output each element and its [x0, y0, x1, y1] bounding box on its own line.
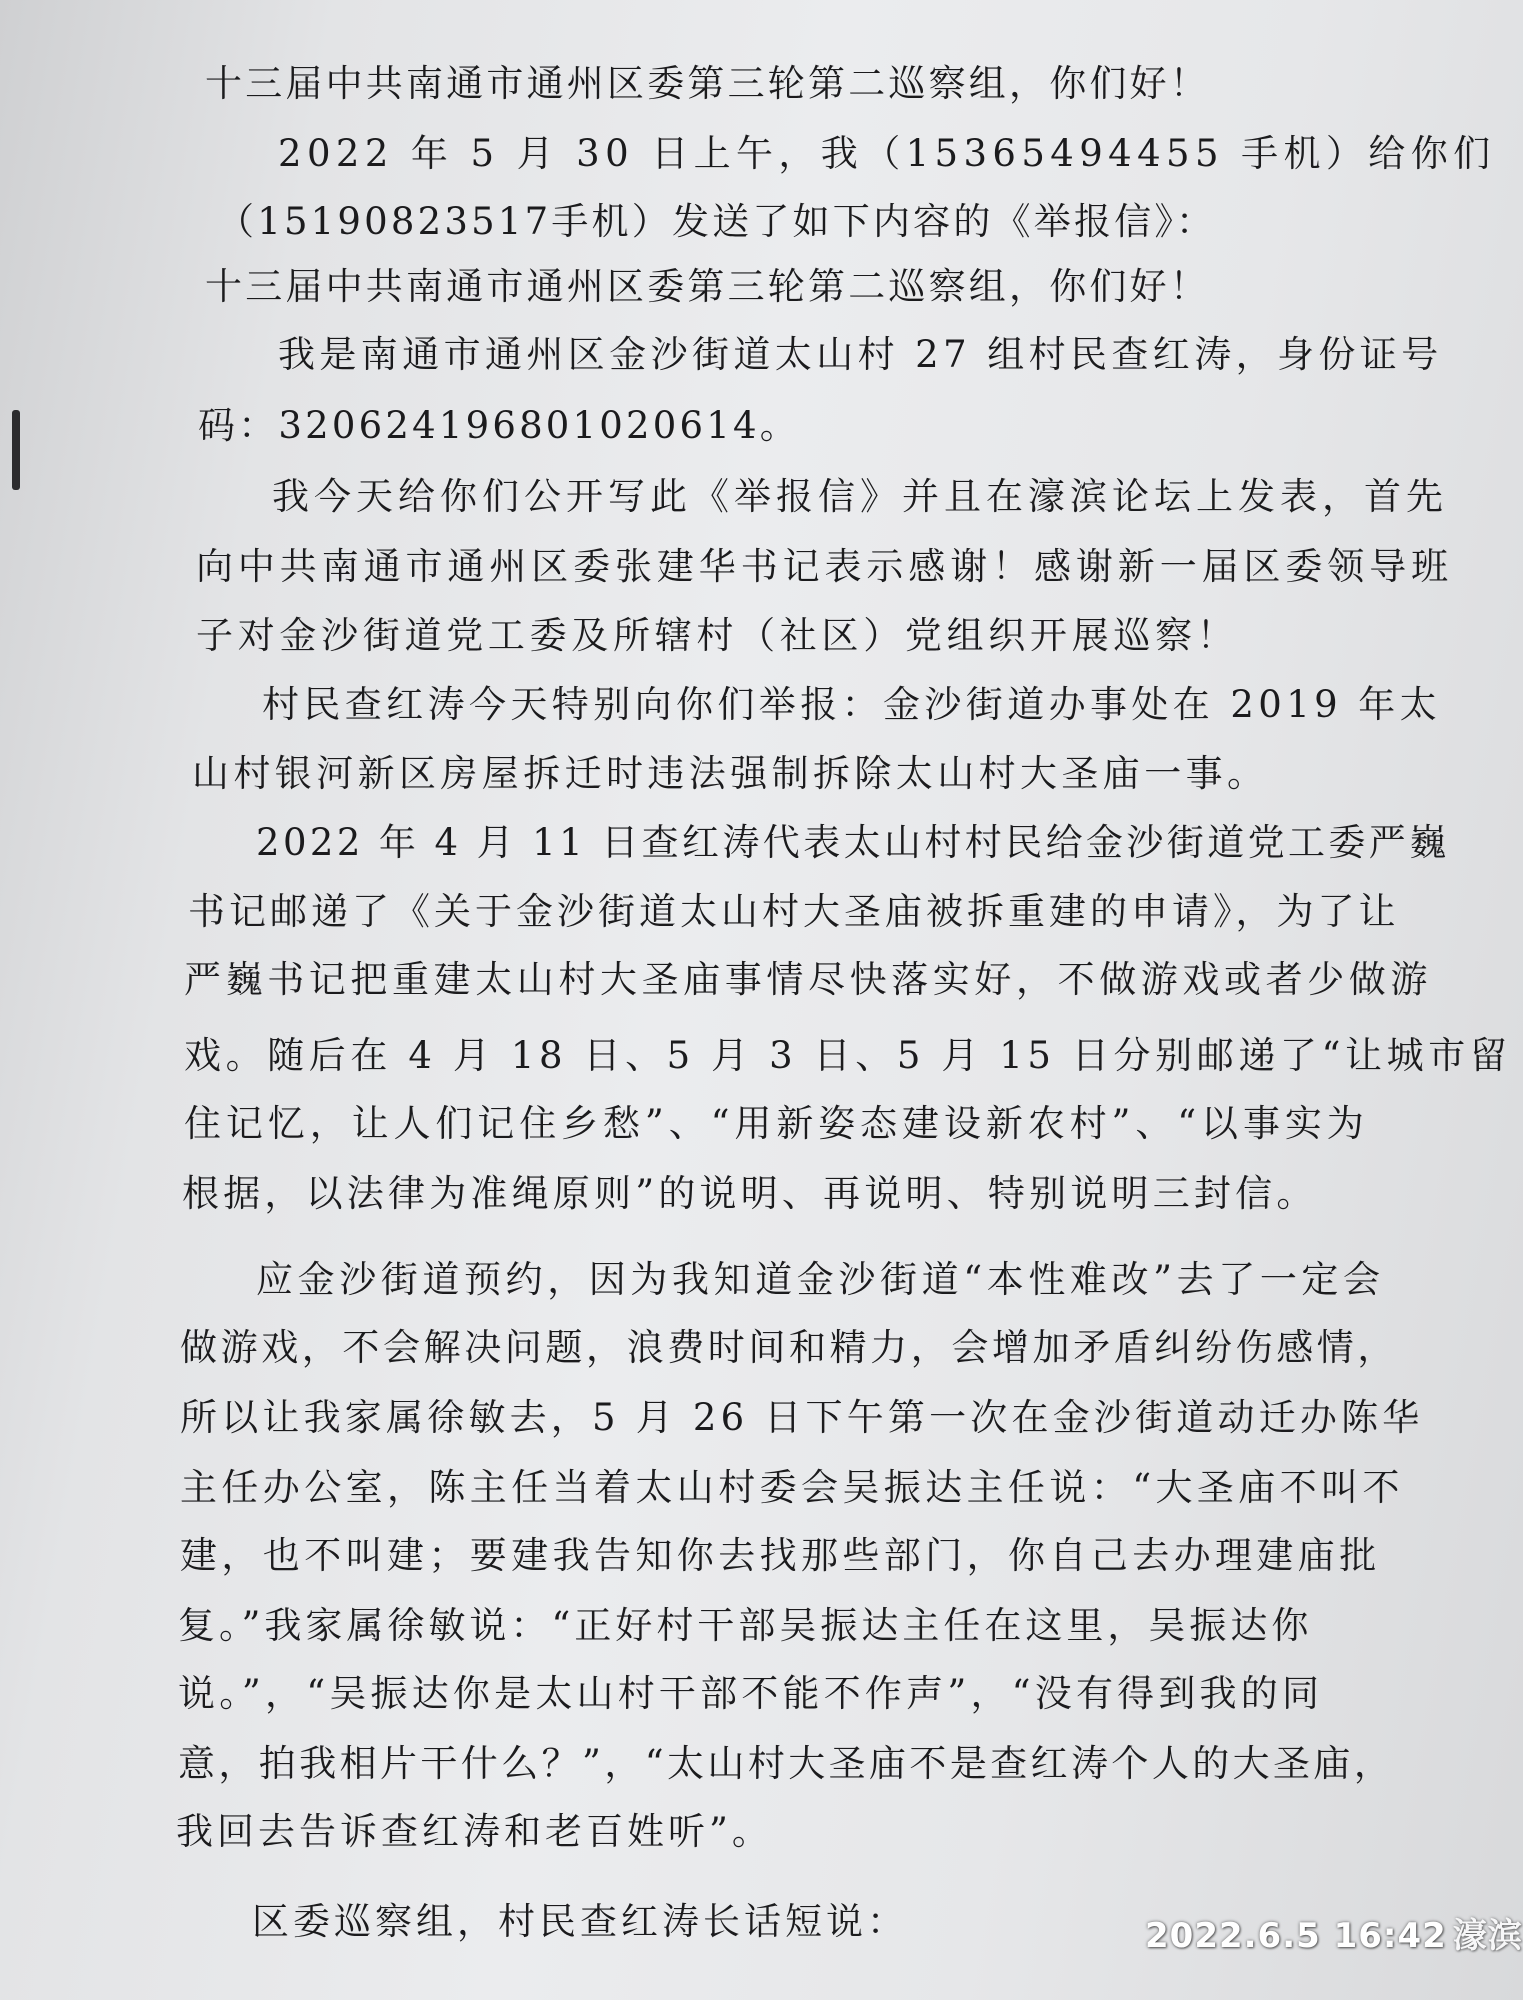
letter-line: 山村银河新区房屋拆迁时违法强制拆除太山村大圣庙一事。 — [192, 752, 1269, 795]
letter-line: 说。”，“吴振达你是太山村干部不能不作声”，“没有得到我的同 — [178, 1672, 1324, 1715]
letter-line: 主任办公室，陈主任当着太山村委会吴振达主任说：“大圣庙不叫不 — [180, 1466, 1404, 1509]
letter-line: 意，拍我相片干什么？”，“太山村大圣庙不是查红涛个人的大圣庙， — [178, 1742, 1395, 1785]
letter-line: 应金沙街道预约，因为我知道金沙街道“本性难改”去了一定会 — [256, 1258, 1385, 1301]
letter-line: 住记忆，让人们记住乡愁”、“用新姿态建设新农村”、“以事实为 — [184, 1102, 1369, 1145]
letter-line: 建，也不叫建；要建我告知你去找那些部门，你自己去办理建庙批 — [180, 1534, 1381, 1577]
letter-line: （15190823517手机）发送了如下内容的《举报信》： — [217, 200, 1217, 243]
letter-line: 根据，以法律为准绳原则”的说明、再说明、特别说明三封信。 — [182, 1172, 1318, 1215]
letter-line: 2022 年 5 月 30 日上午，我（15365494455 手机）给你们 — [278, 132, 1496, 175]
letter-line: 十三届中共南通市通州区委第三轮第二巡察组，你们好！ — [205, 265, 1210, 308]
letter-line: 子对金沙街道党工委及所辖村（社区）党组织开展巡察！ — [196, 614, 1239, 657]
letter-line: 所以让我家属徐敏去，5 月 26 日下午第一次在金沙街道动迁办陈华 — [180, 1396, 1424, 1439]
letter-line: 村民查红涛今天特别向你们举报：金沙街道办事处在 2019 年太 — [262, 683, 1442, 726]
letter-line: 书记邮递了《关于金沙街道太山村大圣庙被拆重建的申请》，为了让 — [188, 890, 1400, 933]
letter-line: 我今天给你们公开写此《举报信》并且在濠滨论坛上发表，首先 — [272, 475, 1448, 518]
letter-line: 码：320624196801020614。 — [198, 404, 800, 447]
letter-line: 2022 年 4 月 11 日查红涛代表太山村村民给金沙街道党工委严巍 — [256, 821, 1450, 864]
letter-line: 区委巡察组，村民查红涛长话短说： — [252, 1900, 908, 1943]
letter-line: 我回去告诉查红涛和老百姓听”。 — [176, 1810, 773, 1853]
watermark-signature: 濠滨 — [1452, 1916, 1523, 1956]
letter-line: 我是南通市通州区金沙街道太山村 27 组村民查红涛，身份证号 — [278, 333, 1443, 376]
timestamp-watermark — [1145, 1908, 1523, 1957]
letter-line: 十三届中共南通市通州区委第三轮第二巡察组，你们好！ — [205, 62, 1210, 105]
letter-line: 向中共南通市通州区委张建华书记表示感谢！感谢新一届区委领导班 — [196, 545, 1453, 588]
letter-line: 严巍书记把重建太山村大圣庙事情尽快落实好，不做游戏或者少做游 — [184, 958, 1432, 1001]
watermark-datetime: 2022.6.5 16:42 — [1145, 1916, 1447, 1956]
letter-line: 做游戏，不会解决问题，浪费时间和精力，会增加矛盾纠纷伤感情， — [180, 1326, 1398, 1369]
letter-line: 复。”我家属徐敏说：“正好村干部吴振达主任在这里，吴振达你 — [178, 1604, 1313, 1647]
letter-line: 戏。随后在 4 月 18 日、5 月 3 日、5 月 15 日分别邮递了“让城市留 — [184, 1034, 1512, 1077]
